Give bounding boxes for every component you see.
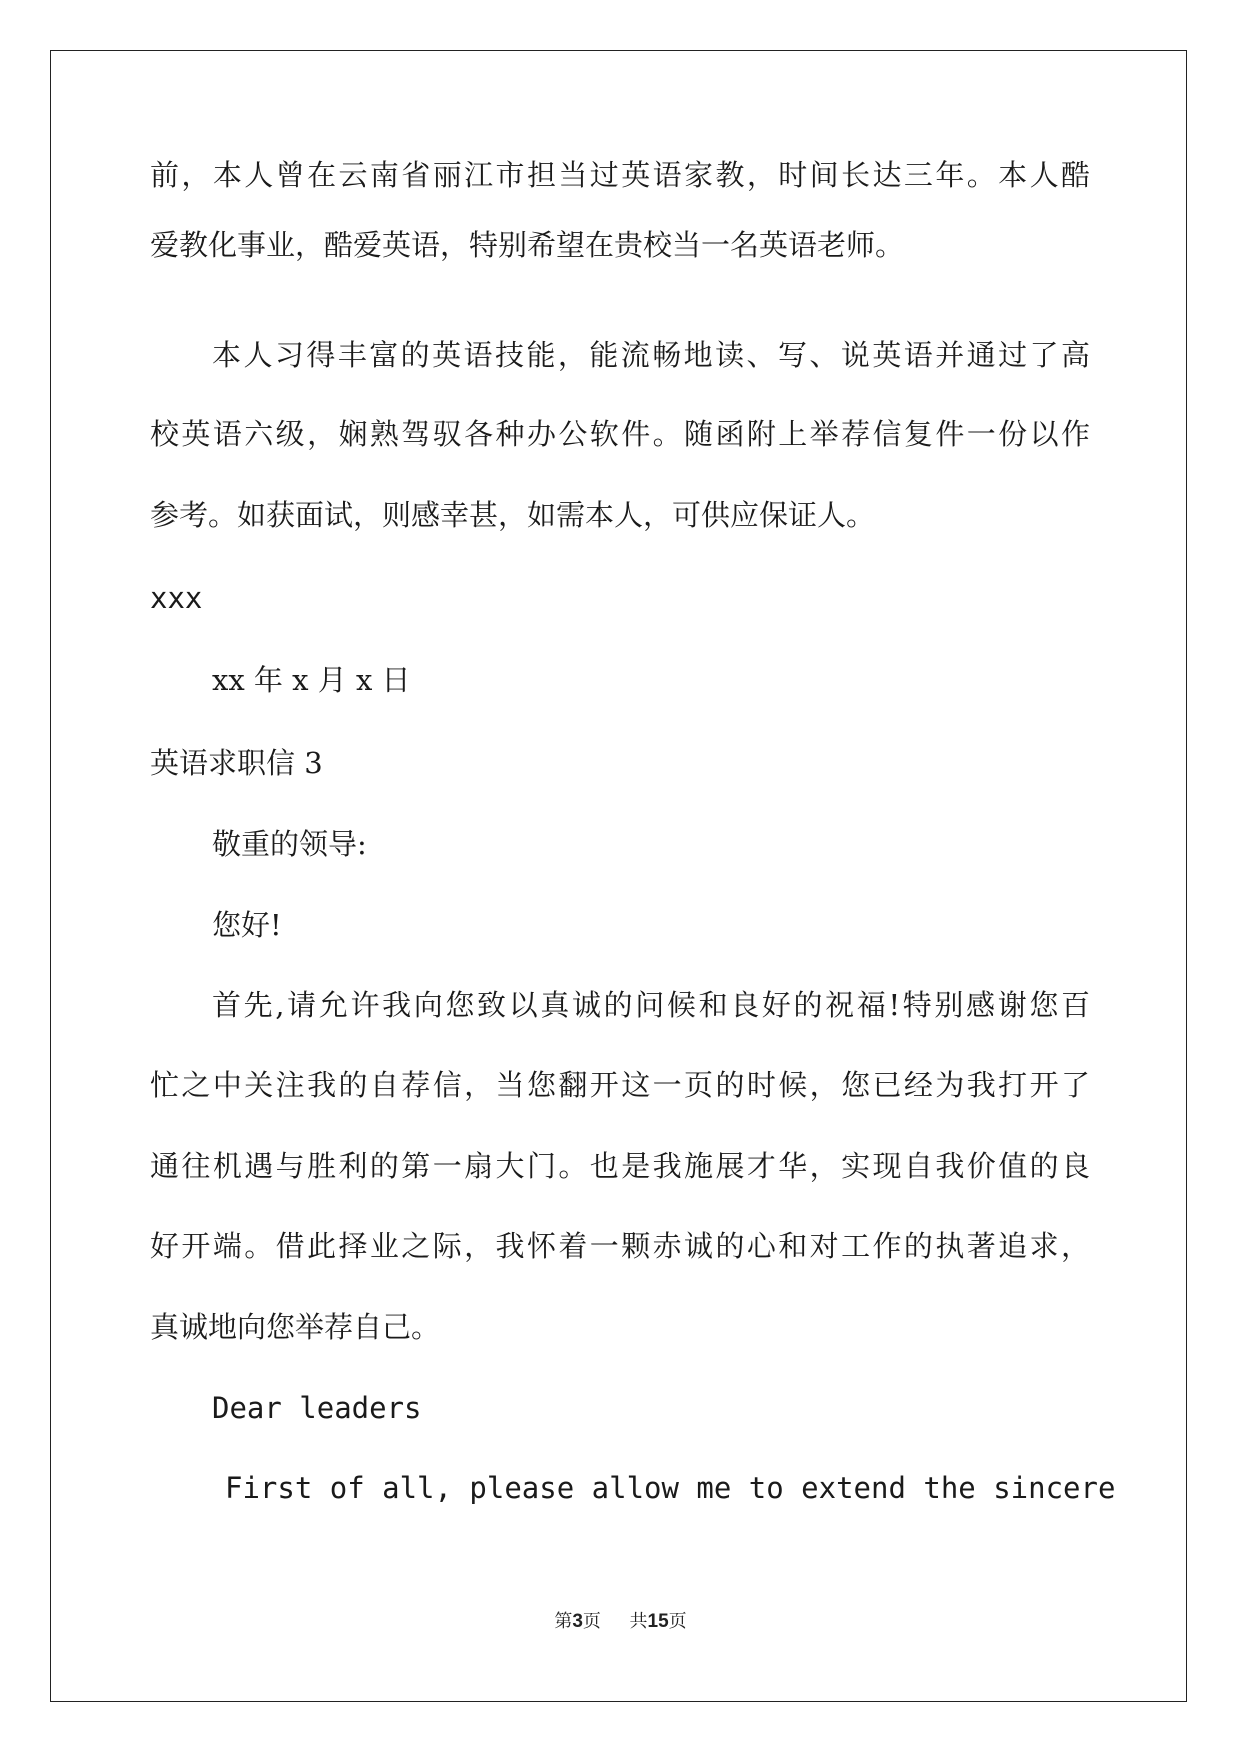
footer-total-prefix: 共 [629, 1611, 648, 1632]
section-heading: 英语求职信 3 [150, 746, 323, 780]
english-paragraph-line: First of all, please allow me to extend the sincere [225, 1471, 1116, 1505]
salutation: 敬重的领导: [212, 827, 367, 861]
paragraph-line: 真诚地向您举荐自己。 [150, 1310, 441, 1344]
footer-page-suffix: 页 [582, 1611, 601, 1632]
page-footer [0, 1607, 1241, 1633]
total-pages-number: 15 [647, 1611, 669, 1632]
signature-name: xxx [150, 581, 203, 615]
current-page-number: 3 [572, 1611, 583, 1632]
greeting: 您好! [212, 908, 282, 942]
paragraph-line: 校英语六级，娴熟驾驭各种办公软件。随函附上举荐信复件一份以作 [150, 417, 1090, 451]
paragraph-line: 参考。如获面试，则感幸甚，如需本人，可供应保证人。 [150, 498, 876, 532]
paragraph-line: 爱教化事业，酷爱英语，特别希望在贵校当一名英语老师。 [150, 228, 905, 262]
page-frame [50, 50, 1187, 1702]
paragraph-line: 首先,请允许我向您致以真诚的问候和良好的祝福!特别感谢您百 [212, 988, 1090, 1022]
paragraph-line: 忙之中关注我的自荐信，当您翻开这一页的时候，您已经为我打开了 [150, 1068, 1090, 1102]
paragraph-line: 通往机遇与胜利的第一扇大门。也是我施展才华，实现自我价值的良 [150, 1149, 1090, 1183]
footer-prefix: 第 [554, 1611, 573, 1632]
paragraph-line: 好开端。借此择业之际，我怀着一颗赤诚的心和对工作的执著追求， [150, 1229, 1090, 1263]
paragraph-line: 前，本人曾在云南省丽江市担当过英语家教，时间长达三年。本人酷 [150, 158, 1090, 192]
english-salutation: Dear leaders [212, 1391, 422, 1425]
paragraph-line: 本人习得丰富的英语技能，能流畅地读、写、说英语并通过了高 [212, 338, 1090, 372]
signature-date: xx 年 x 月 x 日 [212, 663, 411, 697]
footer-total-suffix: 页 [668, 1611, 687, 1632]
